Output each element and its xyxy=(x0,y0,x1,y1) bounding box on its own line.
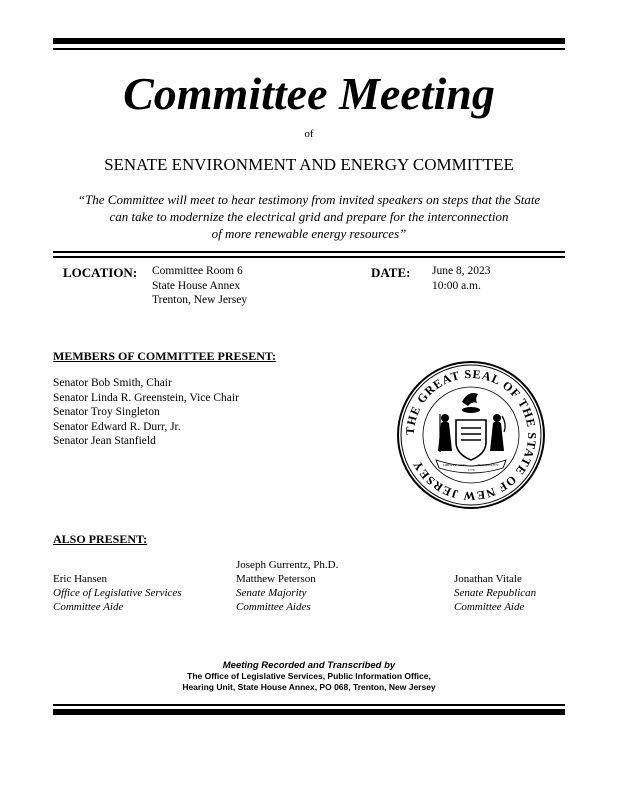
attendee-role: Committee Aide xyxy=(454,601,525,613)
attendee-role: Senate Majority xyxy=(236,587,307,599)
purpose-line: “The Committee will meet to hear testimony from invited speakers on steps that the State xyxy=(77,192,541,207)
member-item: Senator Troy Singleton xyxy=(53,406,160,418)
member-item: Senator Linda R. Greenstein, Vice Chair xyxy=(53,391,239,404)
attendee-column-ols xyxy=(53,572,182,614)
attendee-role: Office of Legislative Services xyxy=(53,587,182,599)
member-item: Senator Jean Stanfield xyxy=(53,435,156,447)
attendee-name: Jonathan Vitale xyxy=(454,573,522,585)
attendee-column-republican xyxy=(454,572,536,614)
location-details xyxy=(152,264,247,308)
meeting-purpose xyxy=(50,191,568,242)
seal-banner-left: LIBERTY AND xyxy=(442,463,466,467)
footer-title: Meeting Recorded and Transcribed by xyxy=(222,660,396,671)
date-details xyxy=(432,264,490,293)
attendee-name: Joseph Gurrentz, Ph.D. xyxy=(236,559,339,571)
member-item: Senator Edward R. Durr, Jr. xyxy=(53,420,181,433)
bottom-rule-thin xyxy=(53,704,565,706)
attendee-column-majority xyxy=(236,558,338,614)
time-line: 10:00 a.m. xyxy=(432,279,481,292)
members-heading: MEMBERS OF COMMITTEE PRESENT: xyxy=(53,349,277,363)
top-rule-thin xyxy=(53,48,565,50)
also-present-heading: ALSO PRESENT: xyxy=(53,532,148,546)
section-rule-lower xyxy=(53,256,565,258)
seal-year: 1776 xyxy=(467,468,475,472)
location-line: Committee Room 6 xyxy=(152,265,243,277)
attendee-name: Eric Hansen xyxy=(53,573,108,585)
committee-name: SENATE ENVIRONMENT AND ENERGY COMMITTEE xyxy=(104,155,514,174)
location-line: State House Annex xyxy=(152,279,241,292)
top-rule-thick xyxy=(53,38,565,44)
location-label: LOCATION: xyxy=(63,265,138,280)
purpose-line: of more renewable energy resources” xyxy=(211,226,407,241)
attendee-role: Committee Aides xyxy=(236,601,311,613)
date-label: DATE: xyxy=(371,265,411,280)
seal-banner-right: PROSPERITY xyxy=(477,463,499,467)
footer-line: The Office of Legislative Services, Public Information Office, xyxy=(187,671,431,681)
attendee-name: Matthew Peterson xyxy=(236,573,316,585)
attendee-role: Committee Aide xyxy=(53,601,124,613)
purpose-line: can take to modernize the electrical grid and prepare for the interconnection xyxy=(109,209,509,224)
bottom-rule-thick xyxy=(53,709,565,715)
of-text: of xyxy=(304,128,314,140)
section-rule-upper xyxy=(53,251,565,253)
footer-line: Hearing Unit, State House Annex, PO 068, Trenton, New Jersey xyxy=(182,682,436,692)
attendee-role: Senate Republican xyxy=(454,587,537,599)
date-line: June 8, 2023 xyxy=(432,265,491,277)
transcription-footer xyxy=(0,660,618,693)
state-seal-icon xyxy=(396,360,546,510)
location-line: Trenton, New Jersey xyxy=(152,294,248,306)
members-list xyxy=(53,376,239,449)
member-item: Senator Bob Smith, Chair xyxy=(53,377,172,389)
seal-text: THE GREAT SEAL OF THE STATE OF NEW JERSEY xyxy=(402,366,540,504)
document-title: Committee Meeting xyxy=(123,68,495,119)
